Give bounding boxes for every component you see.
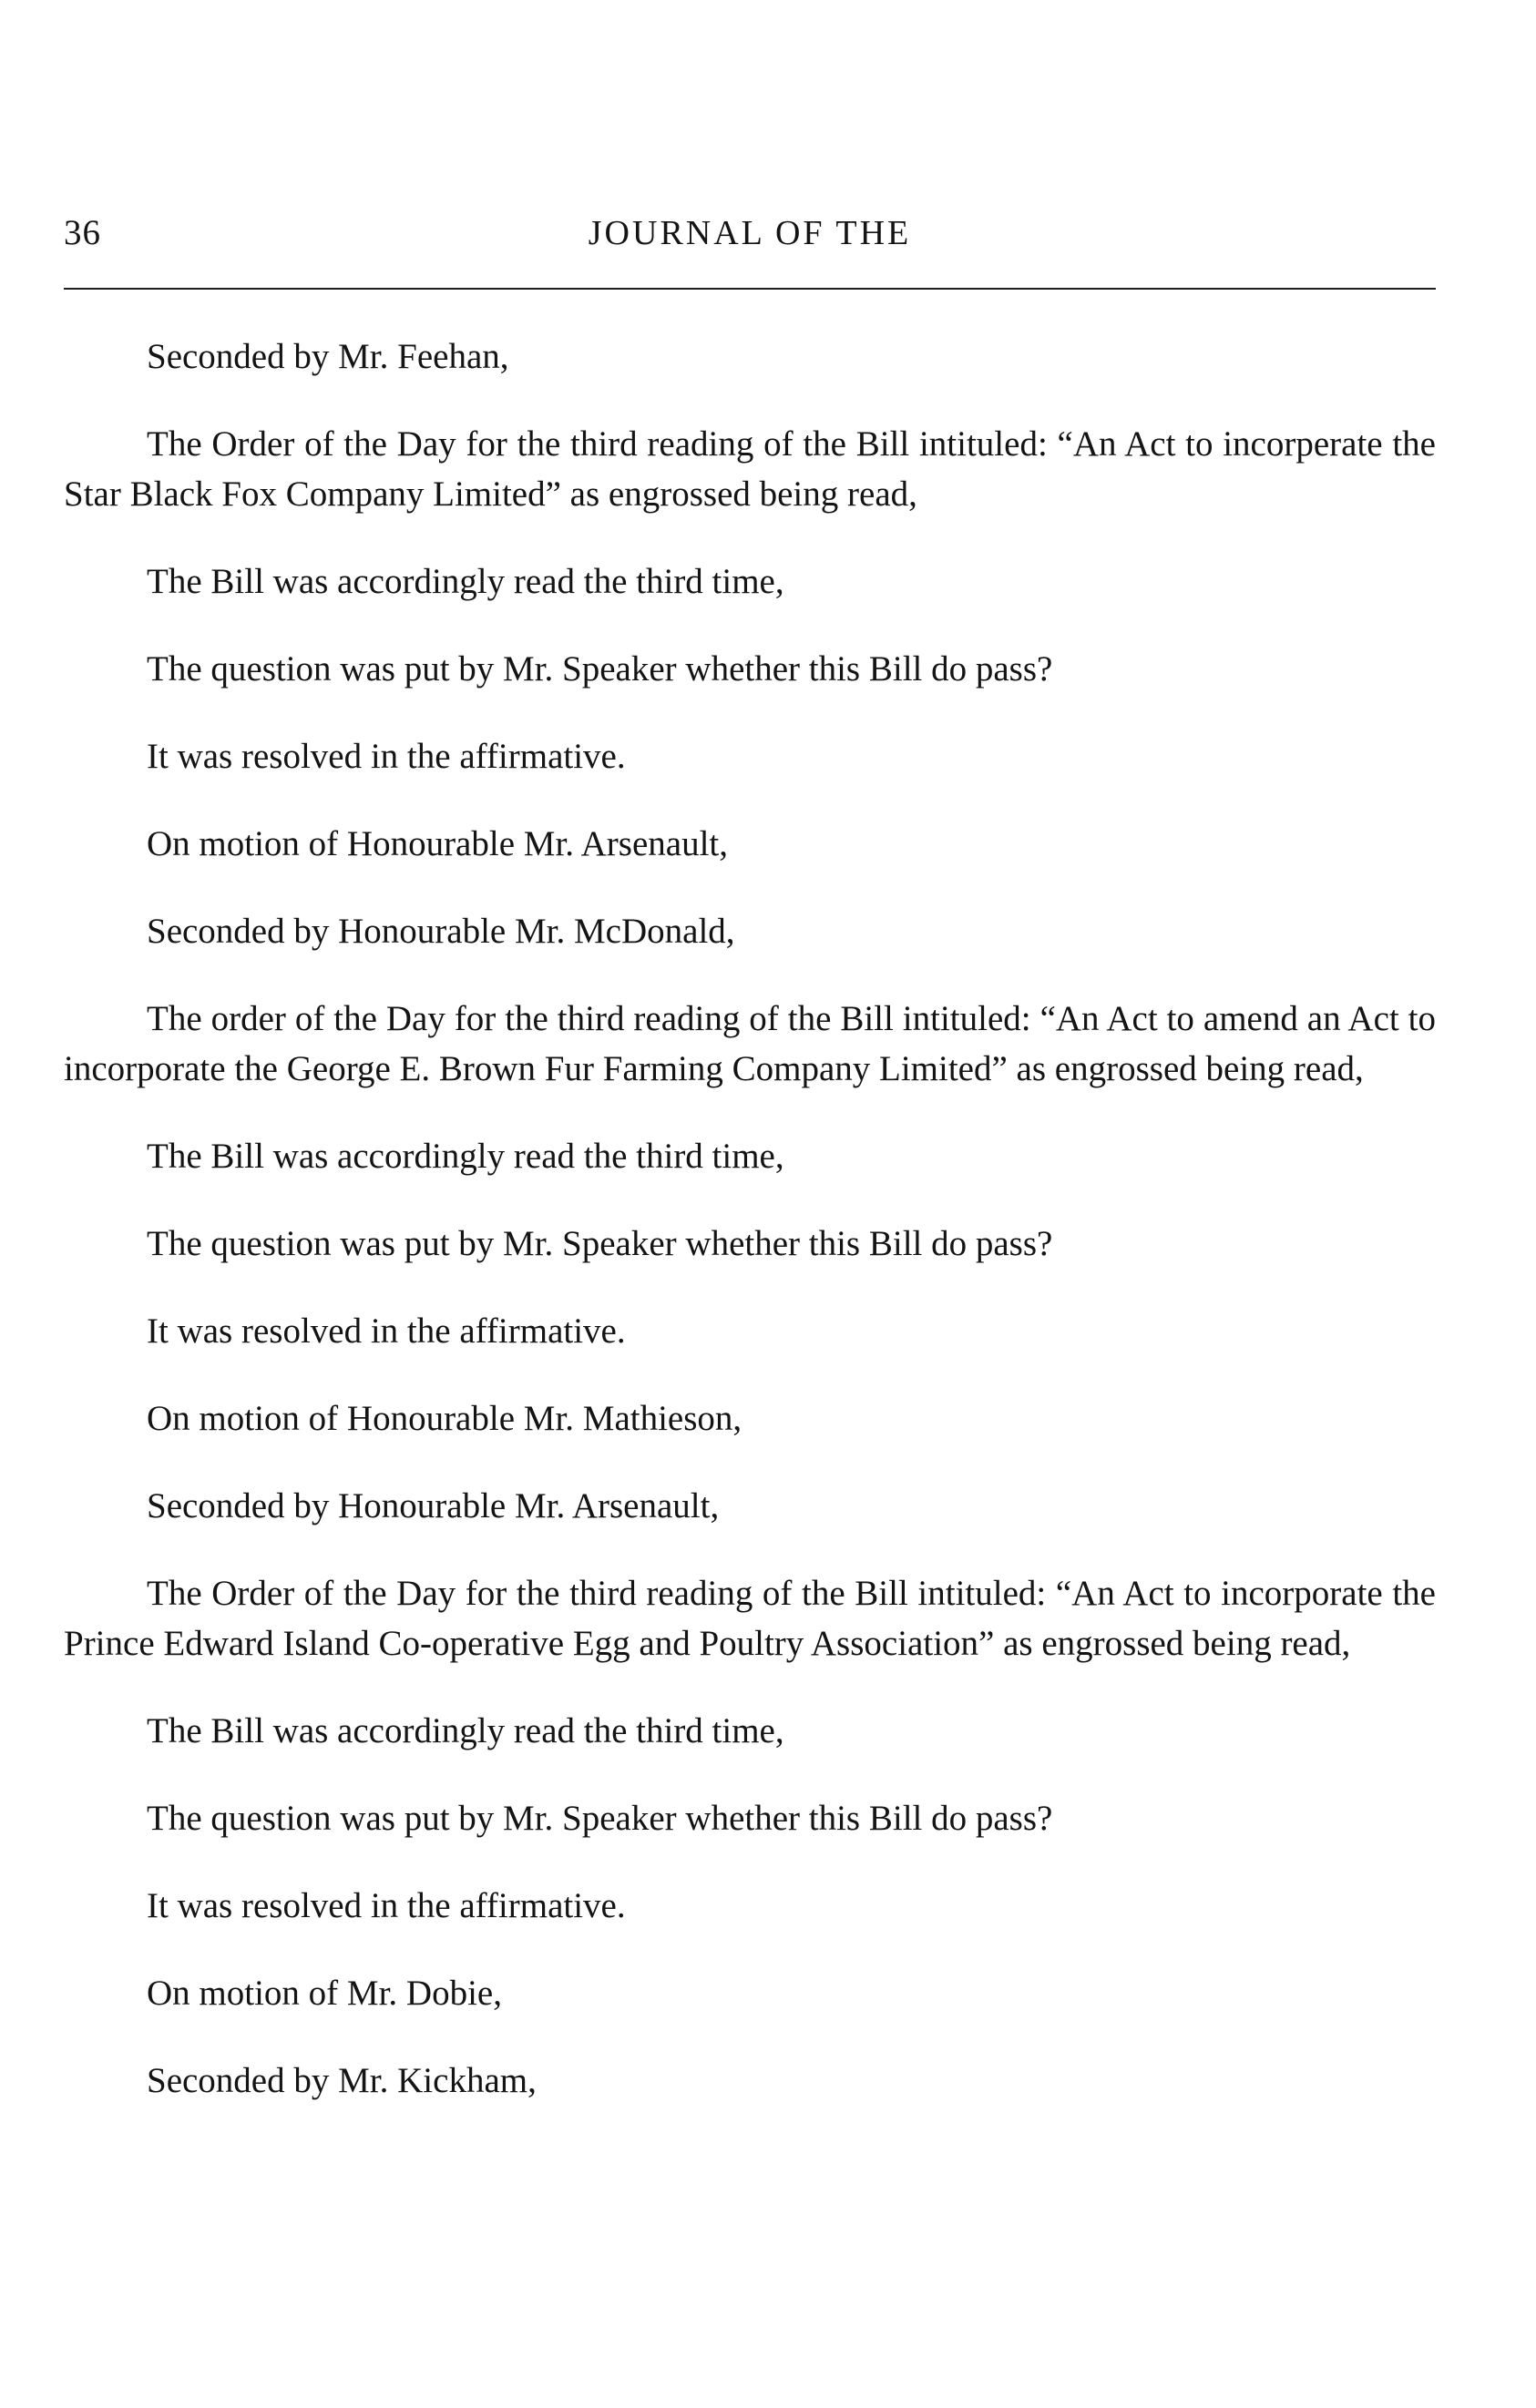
paragraph-bill-read: The Bill was accordingly read the third time, — [147, 562, 784, 601]
paragraph-resolved: It was resolved in the affirmative. — [147, 737, 626, 776]
paragraph-resolved: It was resolved in the affirmative. — [147, 1311, 626, 1351]
paragraph-motion-dobie: On motion of Mr. Dobie, — [147, 1974, 502, 2013]
paragraph-order-egg-poultry: The Order of the Day for the third reading of the Bill intituled: “An Act to incorporate the Prince Edward Island Co-operative Egg and Poultry Association” as engrossed being read, — [64, 1574, 1436, 1663]
paragraph-motion-mathieson: On motion of Honourable Mr. Mathieson, — [147, 1399, 742, 1438]
paragraph-question-put: The question was put by Mr. Speaker whether this Bill do pass? — [147, 1224, 1053, 1263]
page-number: 36 — [64, 213, 101, 252]
paragraph-bill-read: The Bill was accordingly read the third time, — [147, 1137, 784, 1176]
page-title: JOURNAL OF THE — [588, 214, 912, 252]
journal-body — [64, 332, 1436, 2143]
paragraph-bill-read: The Bill was accordingly read the third time, — [147, 1711, 784, 1750]
paragraph-question-put: The question was put by Mr. Speaker whether this Bill do pass? — [147, 649, 1053, 689]
paragraph-resolved: It was resolved in the affirmative. — [147, 1886, 626, 1925]
paragraph-order-star-black-fox: The Order of the Day for the third reading of the Bill intituled: “An Act to incorperate the Star Black Fox Company Limited” as engrossed being read, — [64, 424, 1436, 514]
header-rule — [64, 288, 1436, 290]
paragraph-question-put: The question was put by Mr. Speaker whether this Bill do pass? — [147, 1799, 1053, 1838]
paragraph-seconded-kickham: Seconded by Mr. Kickham, — [147, 2061, 537, 2100]
paragraph-seconded-mcdonald: Seconded by Honourable Mr. McDonald, — [147, 912, 735, 951]
paragraph-motion-arsenault: On motion of Honourable Mr. Arsenault, — [147, 824, 728, 863]
paragraph-seconded-feehan: Seconded by Mr. Feehan, — [147, 337, 509, 376]
paragraph-seconded-arsenault: Seconded by Honourable Mr. Arsenault, — [147, 1486, 720, 1525]
running-head — [64, 208, 1436, 259]
paragraph-order-george-e-brown: The order of the Day for the third reading of the Bill intituled: “An Act to amend an Act to incorporate the George E. Brown Fur Farming Company Limited” as engrossed being read, — [64, 999, 1436, 1088]
